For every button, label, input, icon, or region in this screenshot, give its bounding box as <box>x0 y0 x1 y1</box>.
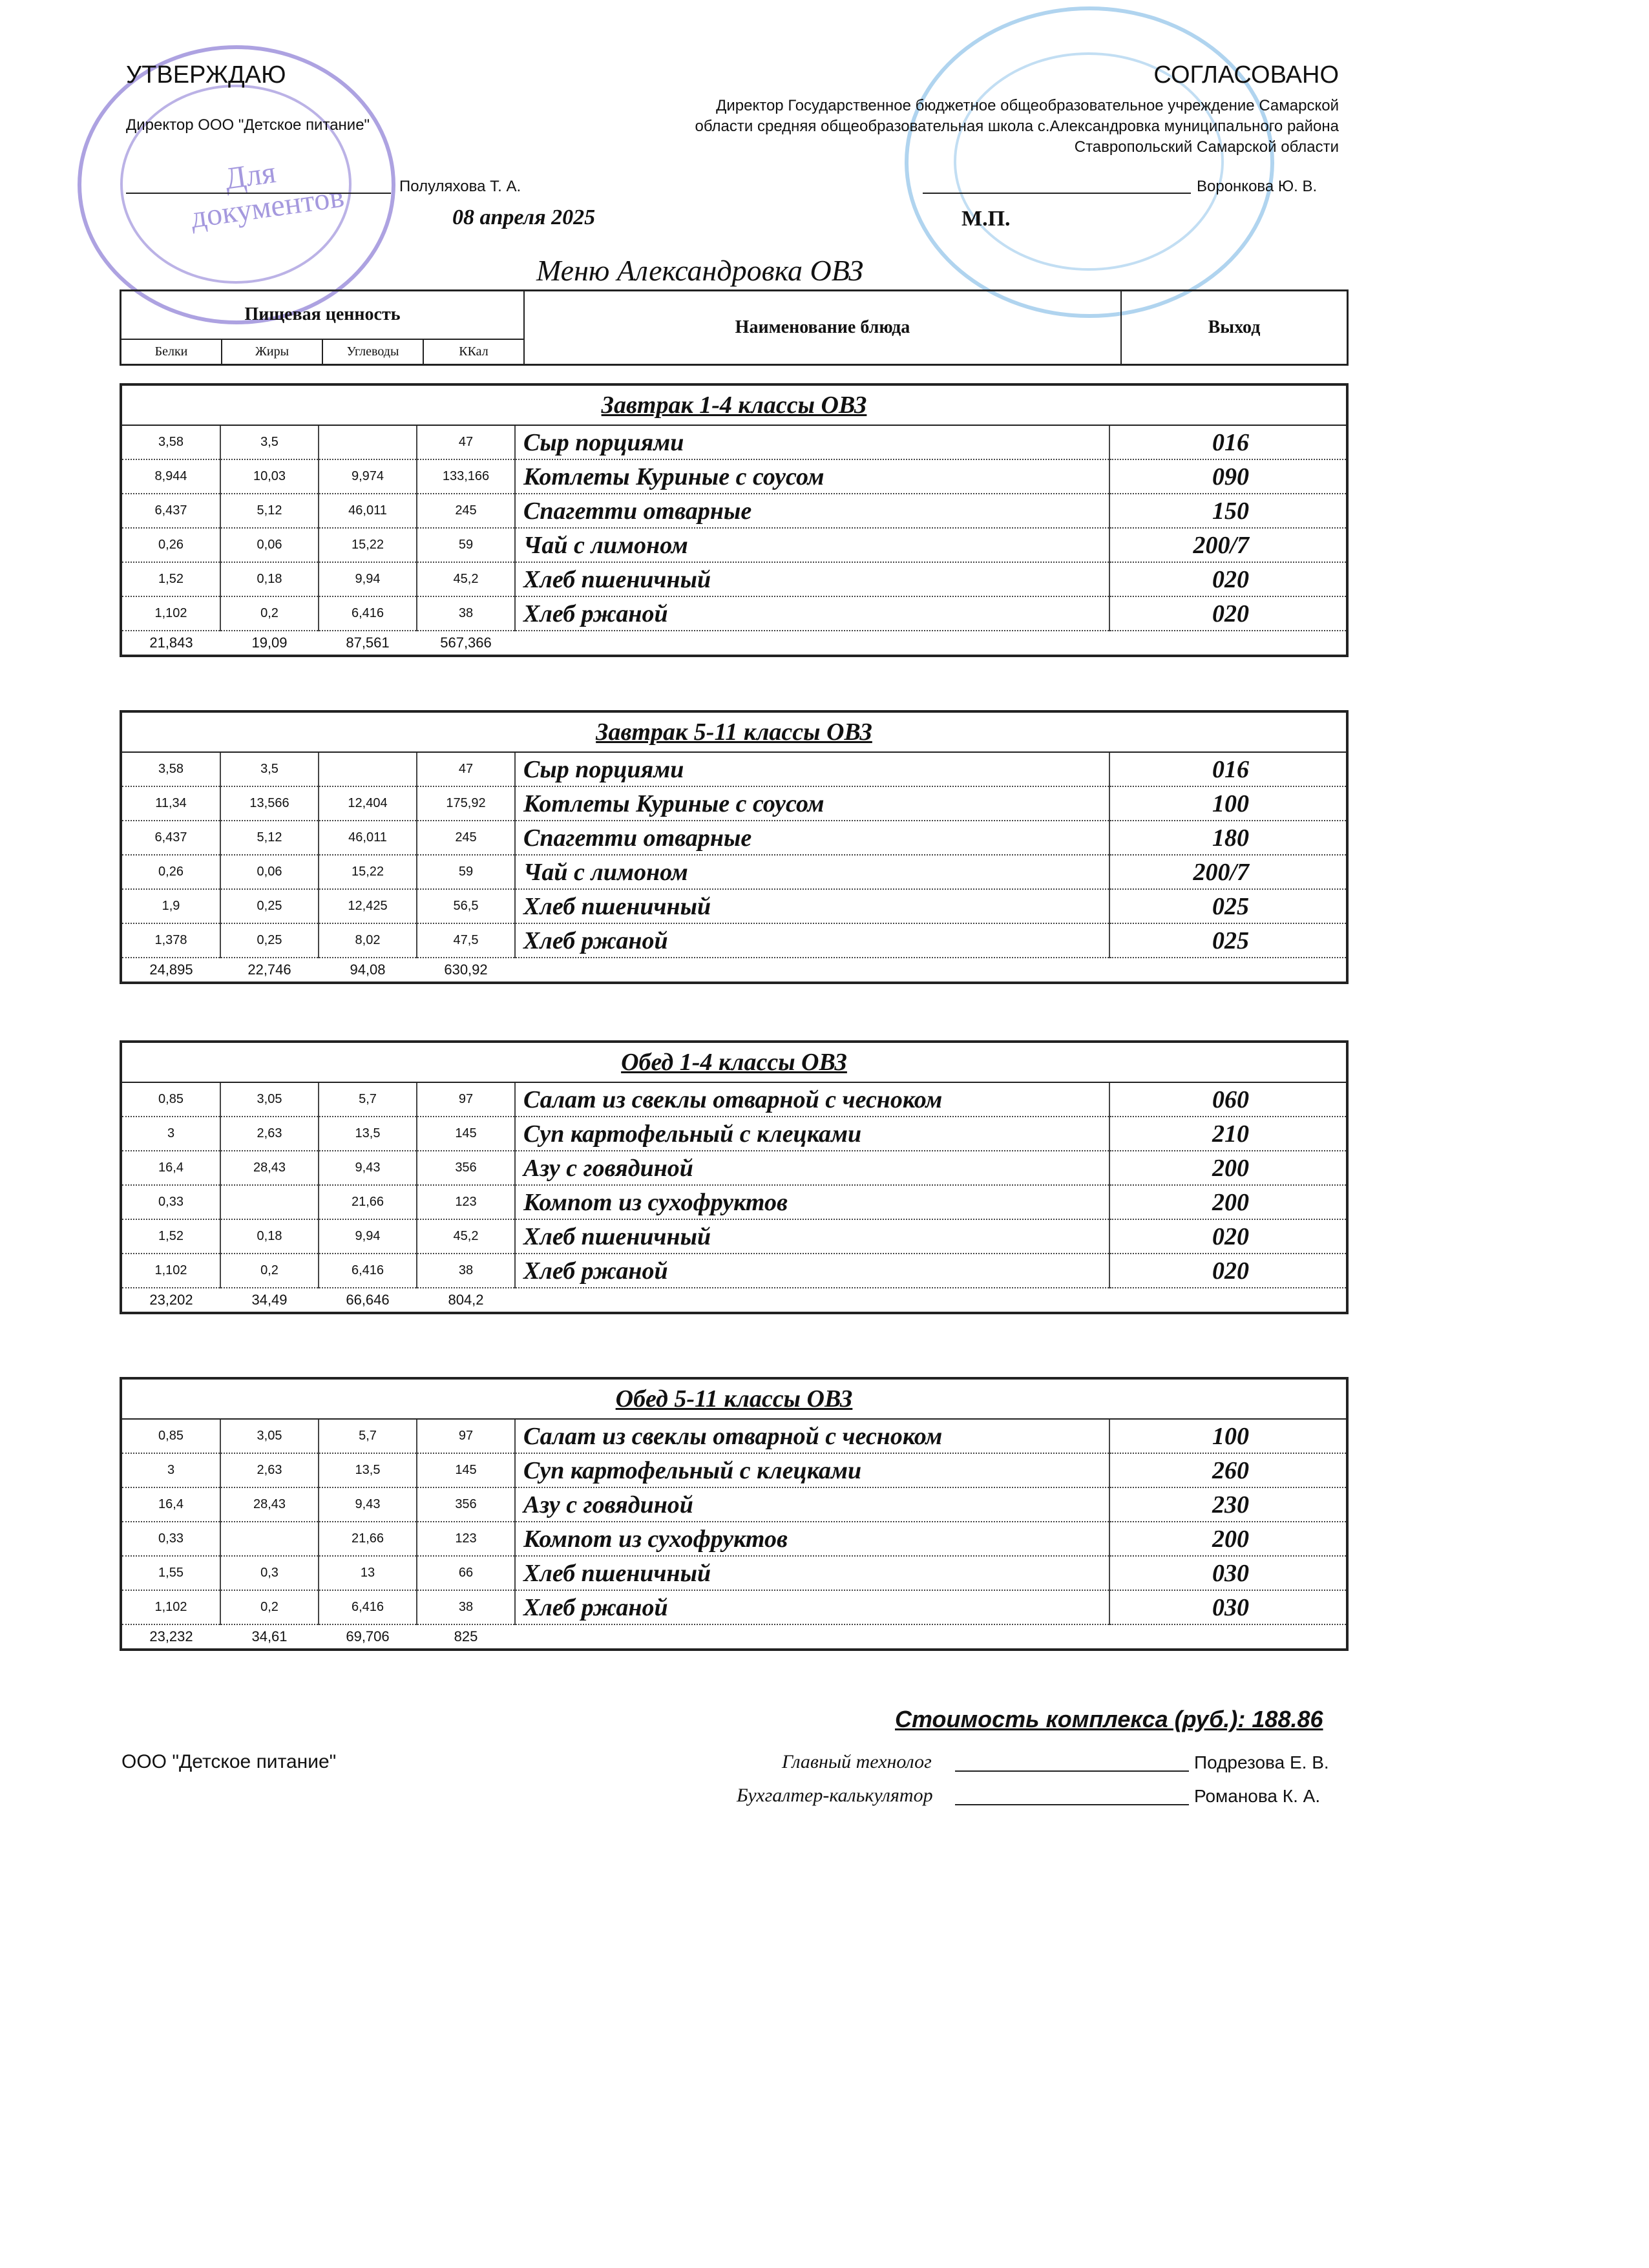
carbs-value: 21,66 <box>319 1185 417 1219</box>
total-proteins: 23,232 <box>149 1628 193 1644</box>
dish-yield: 200 <box>1109 1522 1346 1556</box>
menu-row <box>122 1487 1346 1522</box>
proteins-value: 1,52 <box>122 1219 220 1254</box>
menu-row <box>122 494 1346 528</box>
carbs-value: 46,011 <box>319 494 417 528</box>
proteins-value: 0,33 <box>122 1522 220 1556</box>
carbs-value: 6,416 <box>319 596 417 631</box>
section-title: Обед 5-11 классы ОВЗ <box>122 1380 1346 1420</box>
agreed-title: СОГЛАСОВАНО <box>1153 61 1339 89</box>
kcal-value: 356 <box>417 1487 515 1522</box>
stamp-text: Для документов <box>188 155 346 235</box>
dish-name: Хлеб ржаной <box>515 1590 1109 1624</box>
total-spacer <box>1109 958 1346 982</box>
carbs-value: 13 <box>319 1556 417 1590</box>
menu-row <box>122 528 1346 562</box>
carbs-value: 46,011 <box>319 821 417 855</box>
proteins-value: 3 <box>122 1117 220 1151</box>
dish-yield: 260 <box>1109 1453 1346 1487</box>
dish-yield: 020 <box>1109 562 1346 596</box>
kcal-value: 38 <box>417 1254 515 1288</box>
carbs-value: 15,22 <box>319 528 417 562</box>
kcal-value: 245 <box>417 494 515 528</box>
agreed-position-3: Ставропольский Самарской области <box>1074 138 1339 156</box>
menu-row <box>122 855 1346 889</box>
tech-role: Главный технолог <box>782 1751 932 1772</box>
section-title: Завтрак 5-11 классы ОВЗ <box>122 713 1346 753</box>
kcal-value: 97 <box>417 1083 515 1117</box>
proteins-value: 16,4 <box>122 1487 220 1522</box>
fats-value: 3,5 <box>220 753 319 786</box>
proteins-value: 1,9 <box>122 889 220 923</box>
dish-name: Компот из сухофруктов <box>515 1522 1109 1556</box>
total-spacer <box>515 1624 1109 1648</box>
proteins-value: 16,4 <box>122 1151 220 1185</box>
complex-cost: Стоимость комплекса (руб.): 188.86 <box>895 1706 1323 1732</box>
menu-row <box>122 1590 1346 1624</box>
carbs-value: 9,974 <box>319 459 417 494</box>
fats-value: 28,43 <box>220 1487 319 1522</box>
carbs-value <box>319 426 417 459</box>
total-fats: 34,49 <box>251 1292 288 1308</box>
dish-yield: 020 <box>1109 1219 1346 1254</box>
proteins-value: 6,437 <box>122 821 220 855</box>
dish-name: Хлеб пшеничный <box>515 889 1109 923</box>
dish-name: Чай с лимоном <box>515 855 1109 889</box>
dish-yield: 180 <box>1109 821 1346 855</box>
proteins-value: 1,102 <box>122 1254 220 1288</box>
kcal-value: 47 <box>417 426 515 459</box>
kcal-value: 145 <box>417 1117 515 1151</box>
total-spacer <box>1109 1288 1346 1312</box>
dish-name: Хлеб пшеничный <box>515 562 1109 596</box>
fats-value: 0,06 <box>220 855 319 889</box>
proteins-value: 1,102 <box>122 1590 220 1624</box>
dish-yield: 060 <box>1109 1083 1346 1117</box>
dish-name: Суп картофельный с клецками <box>515 1453 1109 1487</box>
kcal-value: 45,2 <box>417 1219 515 1254</box>
kcal-value: 38 <box>417 1590 515 1624</box>
kcal-value: 175,92 <box>417 786 515 821</box>
dish-name: Салат из свеклы отварной с чесноком <box>515 1420 1109 1453</box>
carbs-value: 9,43 <box>319 1151 417 1185</box>
total-proteins: 23,202 <box>149 1292 193 1308</box>
dish-yield: 030 <box>1109 1590 1346 1624</box>
carbs-value: 12,404 <box>319 786 417 821</box>
dish-yield: 025 <box>1109 889 1346 923</box>
fats-value: 0,25 <box>220 923 319 958</box>
kcal-value: 245 <box>417 821 515 855</box>
kcal-value: 356 <box>417 1151 515 1185</box>
proteins-value: 0,85 <box>122 1083 220 1117</box>
dish-yield: 200/7 <box>1109 855 1346 889</box>
carbs-value: 13,5 <box>319 1117 417 1151</box>
dish-yield: 020 <box>1109 1254 1346 1288</box>
carbs-value: 6,416 <box>319 1254 417 1288</box>
fats-value: 13,566 <box>220 786 319 821</box>
carbs-value <box>319 753 417 786</box>
kcal-value: 38 <box>417 596 515 631</box>
dish-yield: 090 <box>1109 459 1346 494</box>
total-spacer <box>515 631 1109 655</box>
carbs-value: 9,43 <box>319 1487 417 1522</box>
carbs-value: 5,7 <box>319 1420 417 1453</box>
dish-yield: 016 <box>1109 426 1346 459</box>
yield-header: Выход <box>1121 291 1348 365</box>
menu-section <box>120 1377 1349 1651</box>
total-row <box>122 631 1346 655</box>
total-fats: 22,746 <box>247 961 291 978</box>
menu-row <box>122 1453 1346 1487</box>
dish-yield: 200 <box>1109 1185 1346 1219</box>
proteins-value: 8,944 <box>122 459 220 494</box>
total-kcal: 567,366 <box>440 635 492 651</box>
proteins-header: Белки <box>121 339 222 365</box>
carbs-value: 21,66 <box>319 1522 417 1556</box>
carbs-header: Углеводы <box>322 339 423 365</box>
agreed-position-2: области средняя общеобразовательная школа с.Александровка муниципального района <box>695 118 1339 135</box>
menu-row <box>122 1254 1346 1288</box>
dish-yield: 025 <box>1109 923 1346 958</box>
fats-value: 0,06 <box>220 528 319 562</box>
kcal-value: 123 <box>417 1522 515 1556</box>
proteins-value: 0,33 <box>122 1185 220 1219</box>
total-spacer <box>1109 1624 1346 1648</box>
fats-value: 0,25 <box>220 889 319 923</box>
fats-value: 2,63 <box>220 1453 319 1487</box>
dish-name: Сыр порциями <box>515 753 1109 786</box>
menu-row <box>122 1185 1346 1219</box>
menu-row <box>122 786 1346 821</box>
carbs-value: 9,94 <box>319 1219 417 1254</box>
total-row <box>122 958 1346 982</box>
total-spacer <box>1109 631 1346 655</box>
menu-section <box>120 1040 1349 1314</box>
acc-signature-line <box>955 1804 1189 1805</box>
menu-row <box>122 1420 1346 1453</box>
proteins-value: 3,58 <box>122 426 220 459</box>
carbs-value: 12,425 <box>319 889 417 923</box>
approve-position: Директор ООО "Детское питание" <box>126 116 370 134</box>
proteins-value: 3 <box>122 1453 220 1487</box>
total-spacer <box>515 1288 1109 1312</box>
proteins-value: 1,378 <box>122 923 220 958</box>
total-carbs: 94,08 <box>350 961 386 978</box>
dish-name: Азу с говядиной <box>515 1487 1109 1522</box>
kcal-value: 66 <box>417 1556 515 1590</box>
fats-value: 3,5 <box>220 426 319 459</box>
fats-value: 5,12 <box>220 494 319 528</box>
carbs-value: 5,7 <box>319 1083 417 1117</box>
menu-row <box>122 1219 1346 1254</box>
total-carbs: 87,561 <box>346 635 390 651</box>
carbs-value: 9,94 <box>319 562 417 596</box>
total-kcal: 630,92 <box>444 961 488 978</box>
proteins-value: 6,437 <box>122 494 220 528</box>
agreed-signature-line <box>923 193 1191 194</box>
total-carbs: 69,706 <box>346 1628 390 1644</box>
kcal-value: 45,2 <box>417 562 515 596</box>
menu-row <box>122 1556 1346 1590</box>
kcal-value: 145 <box>417 1453 515 1487</box>
menu-row <box>122 426 1346 459</box>
footer-company: ООО "Детское питание" <box>121 1751 337 1772</box>
approve-name: Полуляхова Т. А. <box>399 178 521 195</box>
approve-date: 08 апреля 2025 <box>452 205 596 229</box>
proteins-value: 3,58 <box>122 753 220 786</box>
section-title: Обед 1-4 классы ОВЗ <box>122 1043 1346 1083</box>
menu-title: Меню Александровка ОВЗ <box>536 254 863 287</box>
dish-name: Сыр порциями <box>515 426 1109 459</box>
kcal-value: 47,5 <box>417 923 515 958</box>
proteins-value: 0,26 <box>122 528 220 562</box>
dish-name: Салат из свеклы отварной с чесноком <box>515 1083 1109 1117</box>
kcal-value: 56,5 <box>417 889 515 923</box>
dish-yield: 016 <box>1109 753 1346 786</box>
menu-row <box>122 821 1346 855</box>
school-stamp <box>905 6 1274 318</box>
dish-yield: 150 <box>1109 494 1346 528</box>
dish-name: Хлеб пшеничный <box>515 1219 1109 1254</box>
fats-value: 0,18 <box>220 1219 319 1254</box>
fats-value: 10,03 <box>220 459 319 494</box>
nutrition-header: Пищевая ценность <box>121 291 525 339</box>
menu-row <box>122 1083 1346 1117</box>
column-header-table <box>120 289 1349 366</box>
dish-name: Спагетти отварные <box>515 821 1109 855</box>
proteins-value: 0,85 <box>122 1420 220 1453</box>
fats-value: 0,2 <box>220 1590 319 1624</box>
proteins-value: 1,102 <box>122 596 220 631</box>
fats-header: Жиры <box>222 339 322 365</box>
total-row <box>122 1624 1346 1648</box>
dish-yield: 200/7 <box>1109 528 1346 562</box>
dish-name: Чай с лимоном <box>515 528 1109 562</box>
fats-value: 0,3 <box>220 1556 319 1590</box>
kcal-value: 97 <box>417 1420 515 1453</box>
kcal-value: 47 <box>417 753 515 786</box>
kcal-value: 59 <box>417 855 515 889</box>
kcal-value: 133,166 <box>417 459 515 494</box>
menu-row <box>122 562 1346 596</box>
menu-row <box>122 1117 1346 1151</box>
dish-name: Суп картофельный с клецками <box>515 1117 1109 1151</box>
dish-yield: 100 <box>1109 1420 1346 1453</box>
dish-yield: 100 <box>1109 786 1346 821</box>
menu-row <box>122 1522 1346 1556</box>
acc-role: Бухгалтер-калькулятор <box>737 1785 933 1806</box>
total-row <box>122 1288 1346 1312</box>
approve-title: УТВЕРЖДАЮ <box>126 61 286 89</box>
fats-value: 2,63 <box>220 1117 319 1151</box>
menu-row <box>122 923 1346 958</box>
tech-name: Подрезова Е. В. <box>1194 1752 1329 1772</box>
kcal-header: ККал <box>423 339 524 365</box>
kcal-value: 59 <box>417 528 515 562</box>
carbs-value: 15,22 <box>319 855 417 889</box>
fats-value: 3,05 <box>220 1420 319 1453</box>
fats-value <box>220 1185 319 1219</box>
fats-value: 28,43 <box>220 1151 319 1185</box>
fats-value: 3,05 <box>220 1083 319 1117</box>
dish-name: Котлеты Куриные с соусом <box>515 459 1109 494</box>
proteins-value: 1,52 <box>122 562 220 596</box>
dish-name: Компот из сухофруктов <box>515 1185 1109 1219</box>
menu-row <box>122 753 1346 786</box>
total-proteins: 24,895 <box>149 961 193 978</box>
agreed-position-1: Директор Государственное бюджетное общеобразовательное учреждение Самарской <box>716 97 1339 114</box>
fats-value: 5,12 <box>220 821 319 855</box>
dish-name: Хлеб ржаной <box>515 923 1109 958</box>
dish-name: Хлеб ржаной <box>515 1254 1109 1288</box>
total-kcal: 825 <box>454 1628 478 1644</box>
menu-row <box>122 1151 1346 1185</box>
fats-value <box>220 1522 319 1556</box>
dish-name-header: Наименование блюда <box>524 291 1121 365</box>
dish-name: Азу с говядиной <box>515 1151 1109 1185</box>
total-spacer <box>515 958 1109 982</box>
menu-row <box>122 459 1346 494</box>
total-fats: 34,61 <box>251 1628 288 1644</box>
fats-value: 0,2 <box>220 596 319 631</box>
total-proteins: 21,843 <box>149 635 193 651</box>
section-title: Завтрак 1-4 классы ОВЗ <box>122 386 1346 426</box>
dish-name: Хлеб ржаной <box>515 596 1109 631</box>
dish-name: Спагетти отварные <box>515 494 1109 528</box>
dish-yield: 230 <box>1109 1487 1346 1522</box>
proteins-value: 1,55 <box>122 1556 220 1590</box>
kcal-value: 123 <box>417 1185 515 1219</box>
dish-name: Котлеты Куриные с соусом <box>515 786 1109 821</box>
total-fats: 19,09 <box>251 635 288 651</box>
total-carbs: 66,646 <box>346 1292 390 1308</box>
menu-section <box>120 383 1349 657</box>
carbs-value: 13,5 <box>319 1453 417 1487</box>
menu-section <box>120 710 1349 984</box>
dish-yield: 200 <box>1109 1151 1346 1185</box>
tech-signature-line <box>955 1770 1189 1772</box>
menu-row <box>122 889 1346 923</box>
menu-row <box>122 596 1346 631</box>
proteins-value: 11,34 <box>122 786 220 821</box>
dish-yield: 030 <box>1109 1556 1346 1590</box>
agreed-name: Воронкова Ю. В. <box>1197 178 1318 195</box>
dish-yield: 210 <box>1109 1117 1346 1151</box>
dish-yield: 020 <box>1109 596 1346 631</box>
fats-value: 0,18 <box>220 562 319 596</box>
total-kcal: 804,2 <box>448 1292 484 1308</box>
proteins-value: 0,26 <box>122 855 220 889</box>
carbs-value: 8,02 <box>319 923 417 958</box>
seal-mark: М.П. <box>961 207 1011 231</box>
approve-signature-line <box>126 193 391 194</box>
acc-name: Романова К. А. <box>1194 1786 1321 1806</box>
carbs-value: 6,416 <box>319 1590 417 1624</box>
fats-value: 0,2 <box>220 1254 319 1288</box>
dish-name: Хлеб пшеничный <box>515 1556 1109 1590</box>
